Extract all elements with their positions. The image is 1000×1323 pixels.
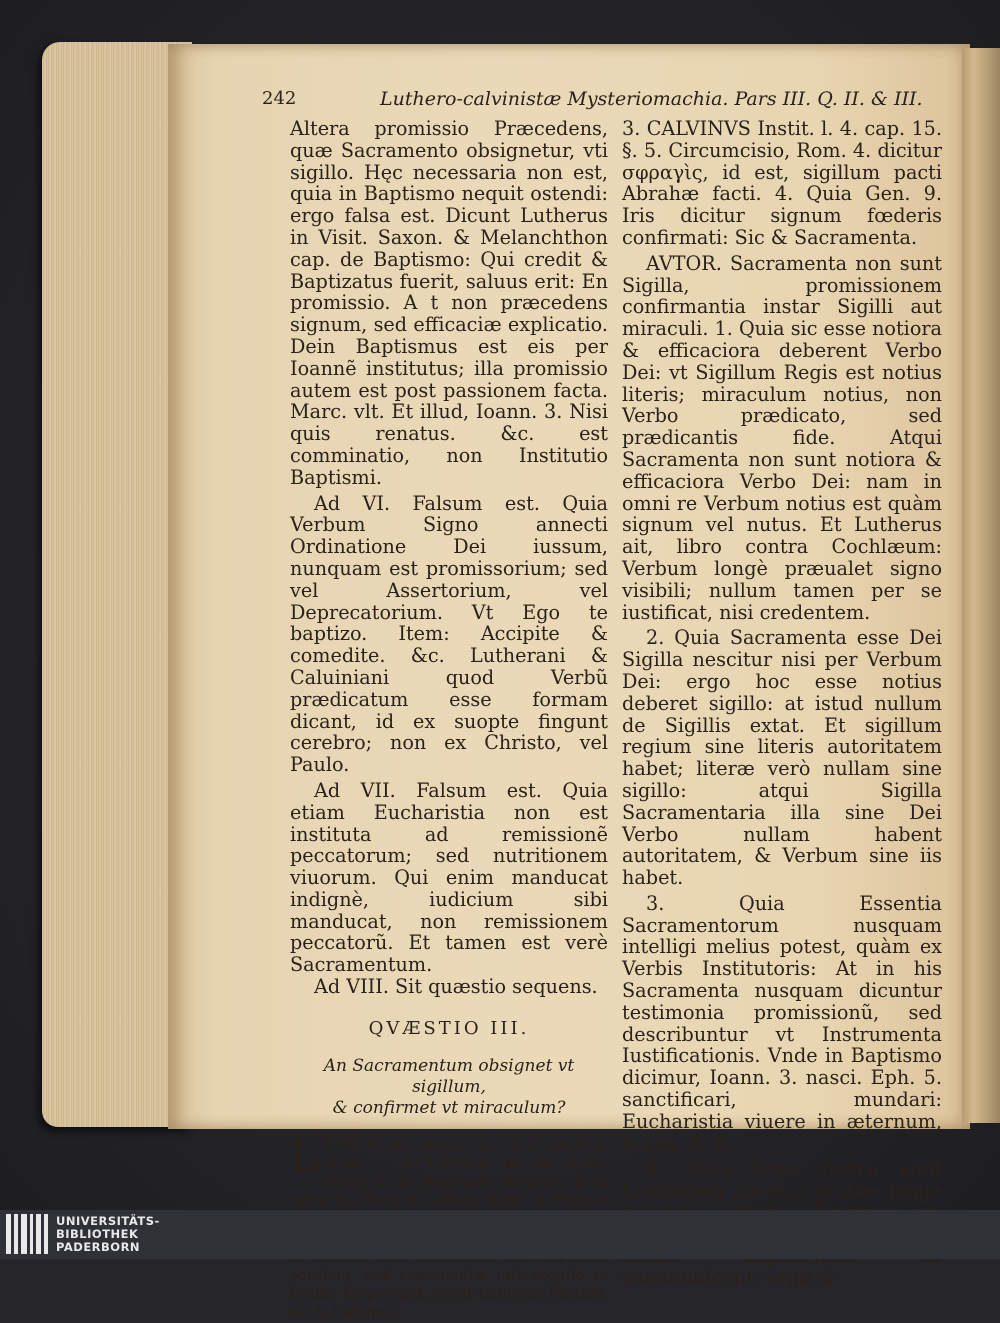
left-paragraph-2: Ad VI. Falsum est. Quia Verbum Signo annecti Ordinatione Dei iussum, nunquam est promissorium; sed vel Assertorium, vel Deprecatorium. Vt Ego te baptizo. Item: Accipite & comedite. &c. Lutherani & Caluiniani quod Verbũ prædicatum esse formam dicant, id ex suopte fingunt cerebro; non ex Christo, vel Paulo.	[290, 491, 608, 777]
right-paragraph-1: 3. CALVINVS Instit. l. 4. cap. 15. §. 5. Circumcisio, Rom. 4. dicitur σφραγὶς, id est, sigillum pacti Abrahæ facti. 4. Quia Gen. 9. Iris dicitur signum fœderis confirmati: Sic & Sacramenta.	[622, 117, 942, 249]
page-number: 242	[262, 88, 297, 109]
left-paragraph-4: Ad VIII. Sit quæstio sequens.	[314, 975, 598, 999]
left-paragraph-1: Altera promissio Præcedens, quæ Sacramento obsignetur, vti sigillo. Hęc necessaria non est, quia in Baptismo nequit ostendi: ergo falsa est. Dicunt Lutherus in Visit. Saxon. & Melanchthon cap. de Baptismo: Qui credit & Baptizatus fuerit, saluus erit: En promissio. A t non præcedens signum, sed efficaciæ explicatio. Dein Baptismus est eis per Ioannẽ institutus; illa promissio autem est post passionem facta. Marc. vlt. Et illud, Ioann. 3. Nisi quis renatus. &c. est comminatio, non Institutio Baptismi.	[290, 117, 608, 489]
library-name-line-3: PADERBORN	[56, 1240, 141, 1254]
right-paragraph-4: 3. Quia Essentia Sacramentorum nusquam intelligi melius potest, quàm ex Verbis Institutoris: At in his Sacramenta nusquam dicuntur testimonia promissionũ, sed describuntur vt Instrumenta Iustificationis. Vnde in Baptismo dicimur, Ioann. 3. nasci. Eph. 5. sanctificari, mundari: Eucharistia viuere in æternum, Ioann. 6. &c.	[622, 891, 942, 1155]
question-title-line-2: & confirmet vt miraculum?	[332, 1097, 566, 1118]
question-body-text: VTHERANI æquè ac CALVINIANI, aiunt: 1. LVTHERVS lib. de Capt. Babyl. c. de Baptismo. SVADET id ex miraculis Roris in vellere, Iudic. 6. Vmbræ sordium, sed conscientiæ interrogatio in Deum, ἐπερώτημα, vertit Lutherus Pactum, sic & Caluinus.	[290, 1137, 608, 1322]
question-title-line-1: An Sacramentum obsignet vt sigillum,	[323, 1055, 575, 1097]
right-paragraph-5: 4. Quia bona opera sunt testimonia adeptæ gratiæ longè communicent: ergo si-	[622, 1157, 942, 1290]
right-column	[622, 118, 942, 1289]
page-header	[262, 88, 923, 116]
library-logo-icon	[6, 1214, 50, 1254]
right-paragraph-2: AVTOR. Sacramenta non sunt Sigilla, promissionem confirmantia instar Sigilli aut miraculi. 1. Quia sic esse notiora & efficaciora deberent Verbo Dei: vt Sigillum Regis est notius literis; miraculum notius, non Verbo prædicato, sed prædicantis fide. Atqui Sacramenta non sunt notiora & efficaciora Verbo Dei: nam in omni re Verbum notius est quàm signum vel nutus. Et Lutherus ait, libro contra Cochlæum: Verbum longè præualet signo visibili; nullum tamen per se iustificat, nisi credentem.	[622, 251, 942, 624]
library-footer	[0, 1210, 1000, 1259]
left-paragraph-3: Ad VII. Falsum est. Quia etiam Eucharistia non est instituta ad remissionẽ peccatorum; sed nutritionem viuorum. Qui enim manducat indignè, iudicium sibi manducat, non remissionem peccatorũ. Et tamen est verè Sacramentum.	[290, 778, 608, 977]
facing-page-edge	[962, 48, 1000, 1123]
right-paragraph-3: 2. Quia Sacramenta esse Dei Sigilla nescitur nisi per Verbum Dei: ergo hoc esse notius deberet sigillo: at istud nullum de Sigillis extat. Et sigillum regium sine literis autoritatem habet; literæ verò nullam sine sigillo: atqui Sigilla Sacramentaria illa sine Dei Verbo nullam habent autoritatem, & Verbum sine iis habet.	[622, 626, 942, 890]
running-head: Luthero-calvinistæ Mysteriomachia. Pars III. Q. II. & III.	[380, 88, 923, 110]
drop-initial: L	[290, 1130, 320, 1182]
left-column	[290, 118, 608, 1323]
library-name-line-2: BIBLIOTHEK	[56, 1227, 139, 1241]
library-name-line-1: UNIVERSITÄTS-	[56, 1214, 160, 1228]
question-heading: QVÆSTIO III.	[368, 1017, 530, 1039]
library-name	[56, 1215, 160, 1254]
